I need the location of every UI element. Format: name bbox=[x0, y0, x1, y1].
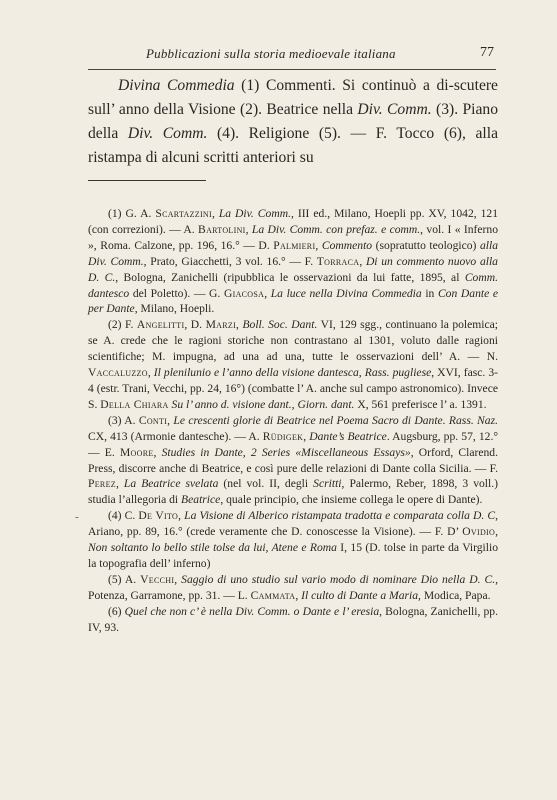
page-number: 77 bbox=[480, 45, 494, 60]
footnote-5: (5) A. Vecchi, Saggio di uno studio sul vario modo di nominare Dio nella D. C., Potenza, Garramone, pp. 31. — L. Cammata, Il culto di Dante a Maria, Modica, Papa. bbox=[88, 572, 498, 602]
body-text: Divina Commedia (1) Commenti. Si continuò a di-scutere sull’ anno della Visione (2). Beatrice nella Div. Comm. (3). Piano della Div. Comm. (4). Religione (5). — F. Tocco (6), alla ristampa di alcuni scritti anteriori su bbox=[88, 77, 499, 166]
body-paragraph bbox=[88, 74, 498, 170]
footnotes bbox=[88, 206, 498, 635]
footnote-6: (6) Quel che non c’ è nella Div. Comm. o Dante e l’ eresia, Bologna, Zanichelli, pp. IV, 93. bbox=[88, 604, 499, 634]
footnote-3: (3) A. Conti, Le crescenti glorie di Beatrice nel Poema Sacro di Dante. Rass. Naz. CX, 413 (Armonie dantesche). — A. Rüdigek, Dante’s Beatrice. Augsburg, pp. 57, 12.° — E. Moore, Studies in Dante, 2 Series «Miscellaneous Essays», Orford, Clarend. Press, discorre anche di Beatrice, e così pure delle relazioni di Dante colla Sicilia. — F. Perez, La Beatrice svelata (nel vol. II, degli Scritti, Palermo, Reber, 1898, 3 voll.) studia l’allegoria di Beatrice, quale principio, che insieme collega le opere di Dante). bbox=[88, 413, 498, 507]
running-title: Pubblicazioni sulla storia medioevale italiana bbox=[146, 46, 396, 61]
footnote-1: (1) G. A. Scartazzini, La Div. Comm., III ed., Milano, Hoepli pp. XV, 1042, 121 (con correzioni). — A. Bartolini, La Div. Comm. con prefaz. e comm., vol. I « Inferno », Roma. Calzone, pp. 196, 16.° — D. Palmieri, Commento (sopratutto teologico) alla Div. Comm., Prato, Giacchetti, 3 vol. 16.° — F. Torraca, Di un commento nuovo alla D. C., Bologna, Zanichelli (ripubblica le osservazioni da lui fatte, 1895, al Comm. dantesco del Poletto). — G. Giacosa, La luce nella Divina Commedia in Con Dante e per Dante, Milano, Hoepli. bbox=[88, 207, 499, 316]
running-header bbox=[88, 46, 494, 66]
footnote-4: (4) C. De Vito, La Visione di Alberico ristampata tradotta e comparata colla D. C, Ariano, pp. 89, 16.° (crede veramente che D. conoscesse la Visione). — F. D’ Ovidio, Non soltanto lo bello stile tolse da lui, Atene e Roma I, 15 (D. tolse in parte da Virgilio la topografia dell’ inferno) bbox=[88, 509, 499, 570]
footnote-2: (2) F. Angelitti, D. Marzi, Boll. Soc. Dant. VI, 129 sgg., continuano la polemica; se A. crede che le ragioni storiche non contrastano al 1301, voluto dalle ragioni scientifiche; M. impugna, ad una ad una, tutte le osservazioni dell’ A. — N. Vaccaluzzo, Il plenilunio e l’anno della visione dantesca, Rass. pugliese, XVI, fasc. 3-4 (estr. Trani, Vecchi, pp. 24, 16°) (combatte l’ A. anche sul campo astronomico). Invece S. Della Chiara Su l’ anno d. visione dant., Giorn. dant. X, 561 preferisce l’ a. 1391. bbox=[88, 318, 499, 411]
header-rule bbox=[88, 69, 496, 70]
footnote-separator bbox=[88, 180, 206, 181]
margin-mark: - bbox=[75, 511, 79, 523]
